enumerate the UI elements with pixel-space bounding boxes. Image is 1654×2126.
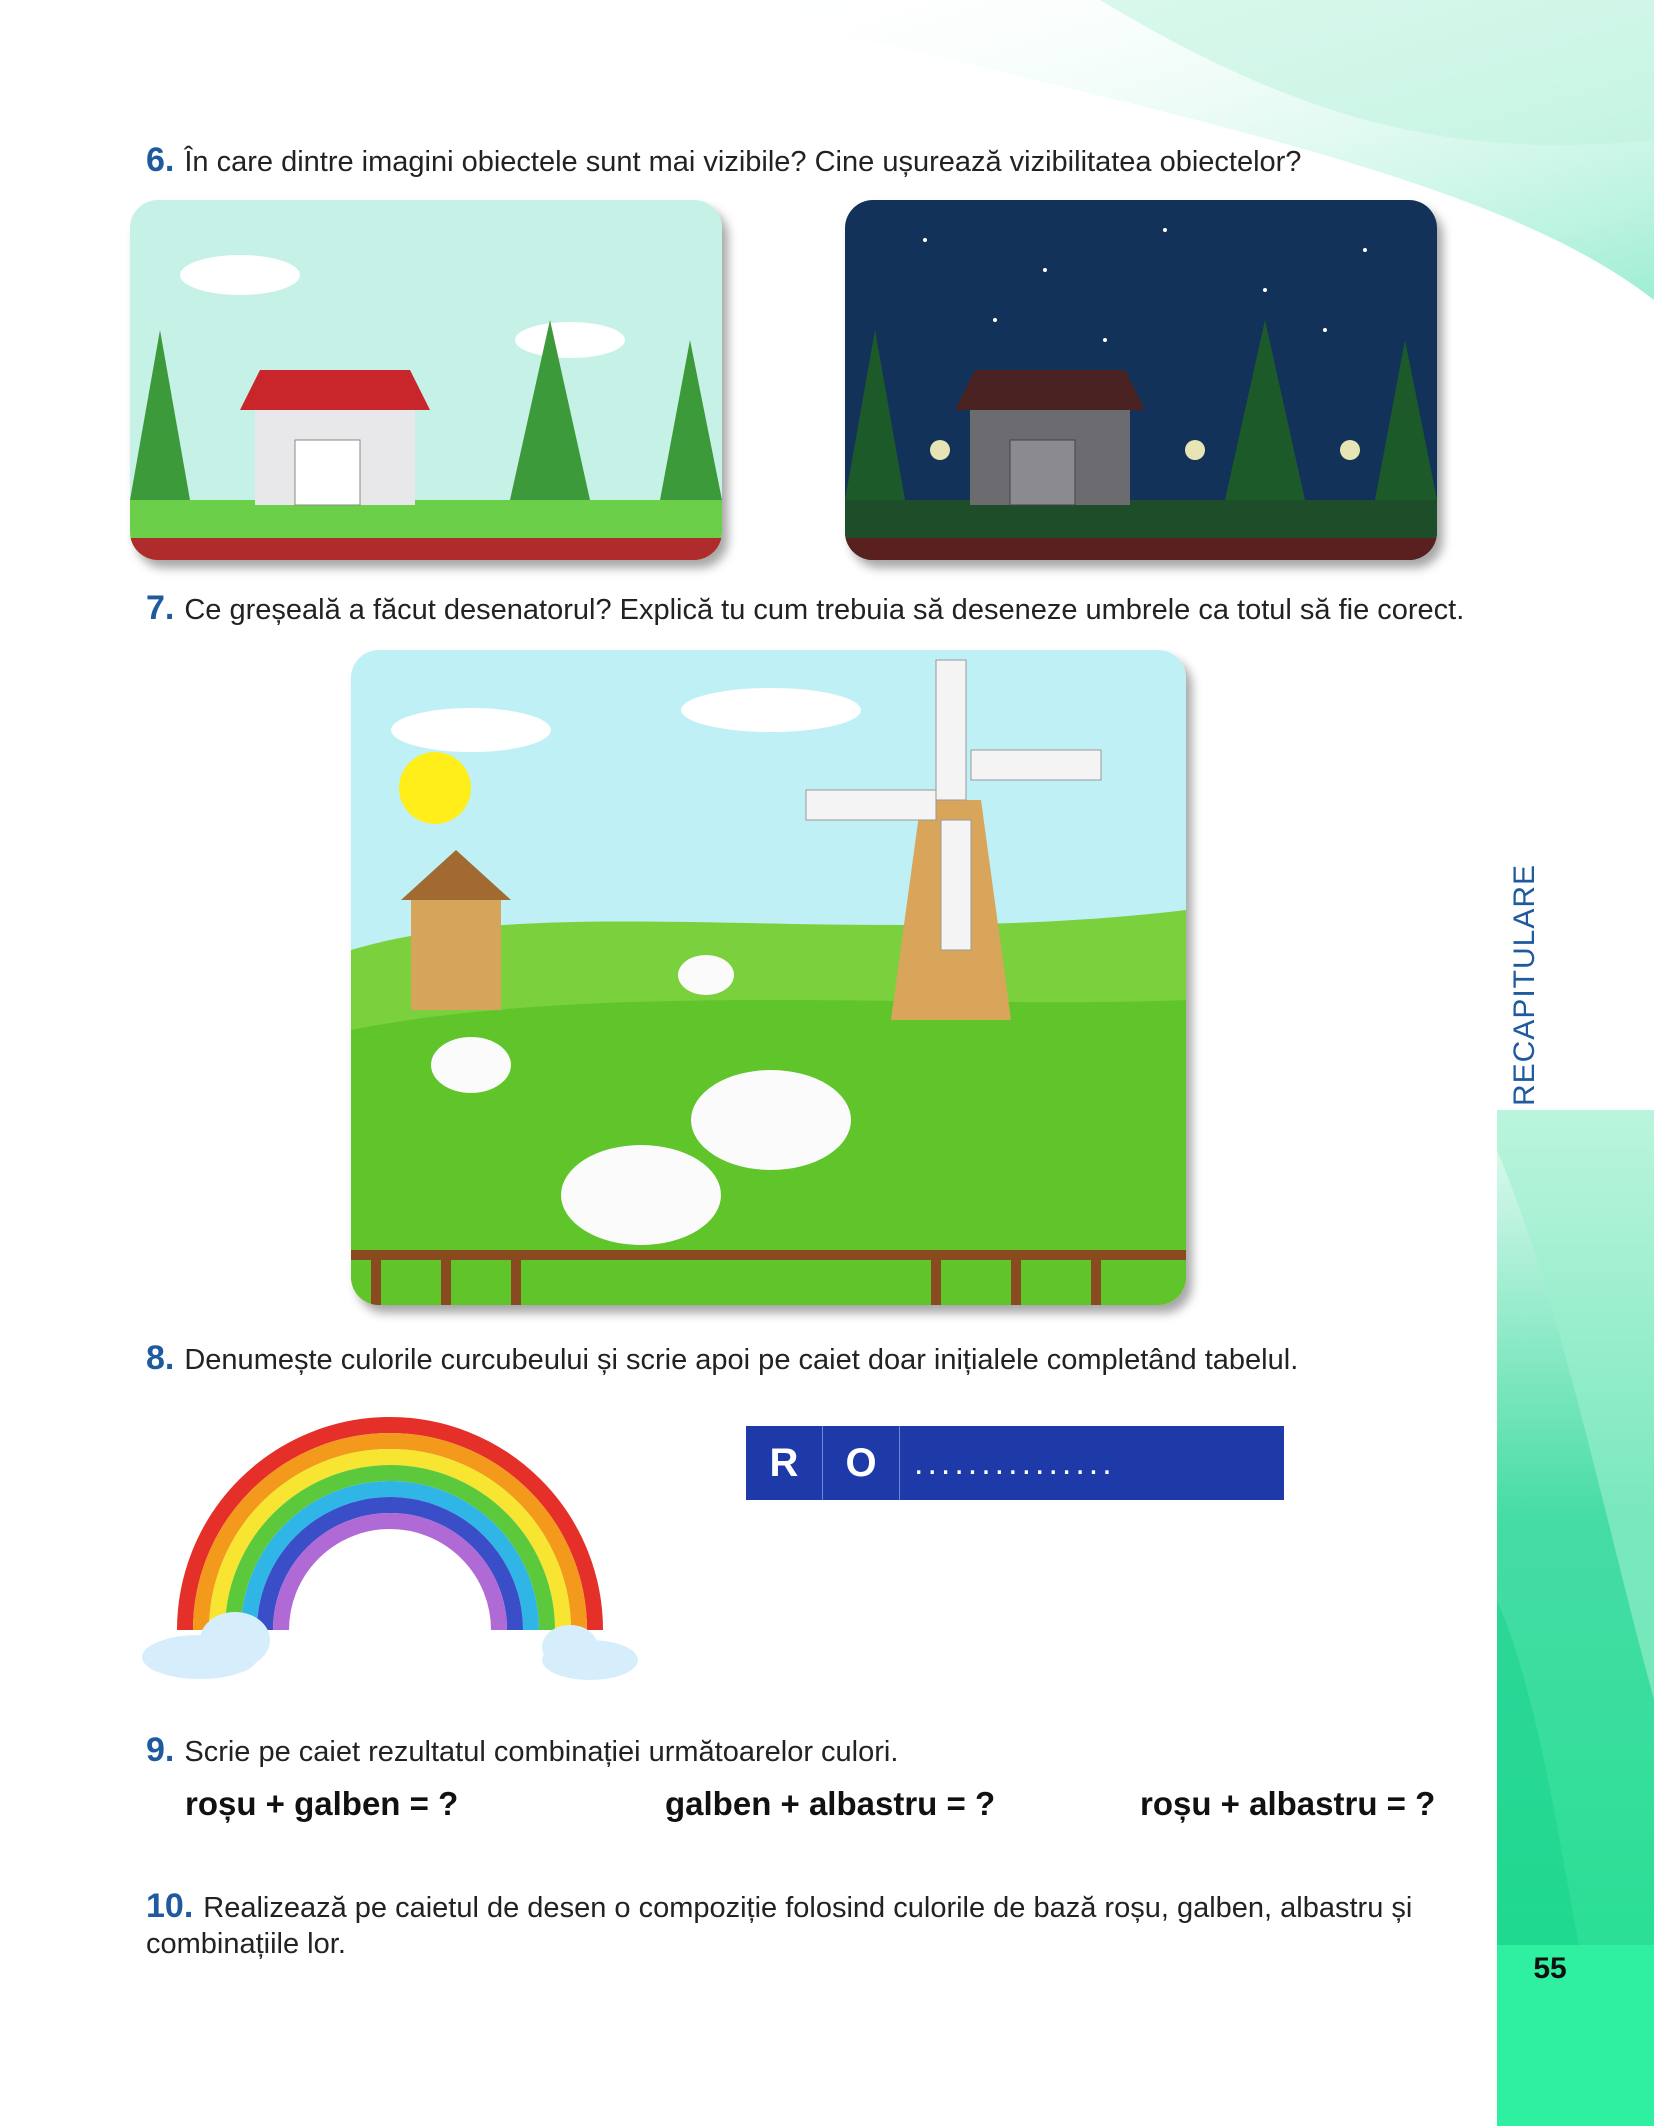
initials-table	[746, 1426, 1284, 1500]
section-label	[1495, 850, 1555, 1120]
day-house-image	[130, 200, 722, 560]
question-number: 6.	[146, 141, 175, 179]
night-house-image	[845, 200, 1437, 560]
initial-cell: O	[823, 1426, 900, 1500]
combination-2: galben + albastru = ?	[665, 1785, 996, 1822]
farm-windmill-image	[351, 650, 1186, 1305]
combination-1: roșu + galben = ?	[185, 1785, 459, 1822]
rainbow-image	[130, 1405, 640, 1685]
question-number: 9.	[146, 1731, 175, 1769]
blank-dots: ...............	[914, 1443, 1116, 1482]
question-7	[146, 590, 1464, 628]
page-number: 55	[1533, 1952, 1567, 1985]
question-number: 7.	[146, 589, 175, 627]
question-text: Scrie pe caiet rezultatul combinației următoarelor culori.	[184, 1736, 899, 1768]
question-text: Realizează pe caietul de desen o compoziție folosind culorile de bază roșu, galben, albastru și combinațiile lor.	[146, 1892, 1413, 1960]
question-9	[146, 1732, 898, 1770]
initial-cell: R	[746, 1426, 823, 1500]
question-number: 8.	[146, 1339, 175, 1377]
combination-3: roșu + albastru = ?	[1140, 1785, 1436, 1822]
question-text: Denumește culorile curcubeului și scrie apoi pe caiet doar inițialele completând tabelul.	[184, 1344, 1299, 1376]
question-text: În care dintre imagini obiectele sunt mai vizibile? Cine ușurează vizibilitatea obiectelor?	[184, 146, 1302, 178]
question-number: 10.	[146, 1887, 194, 1925]
question-text: Ce greșeală a făcut desenatorul? Explică tu cum trebuia să deseneze umbrele ca totul să fie corect.	[184, 594, 1465, 626]
section-label-text: RECAPITULARE	[1508, 863, 1541, 1107]
question-6	[146, 142, 1301, 180]
question-8	[146, 1340, 1298, 1378]
question-10	[146, 1888, 1436, 1962]
